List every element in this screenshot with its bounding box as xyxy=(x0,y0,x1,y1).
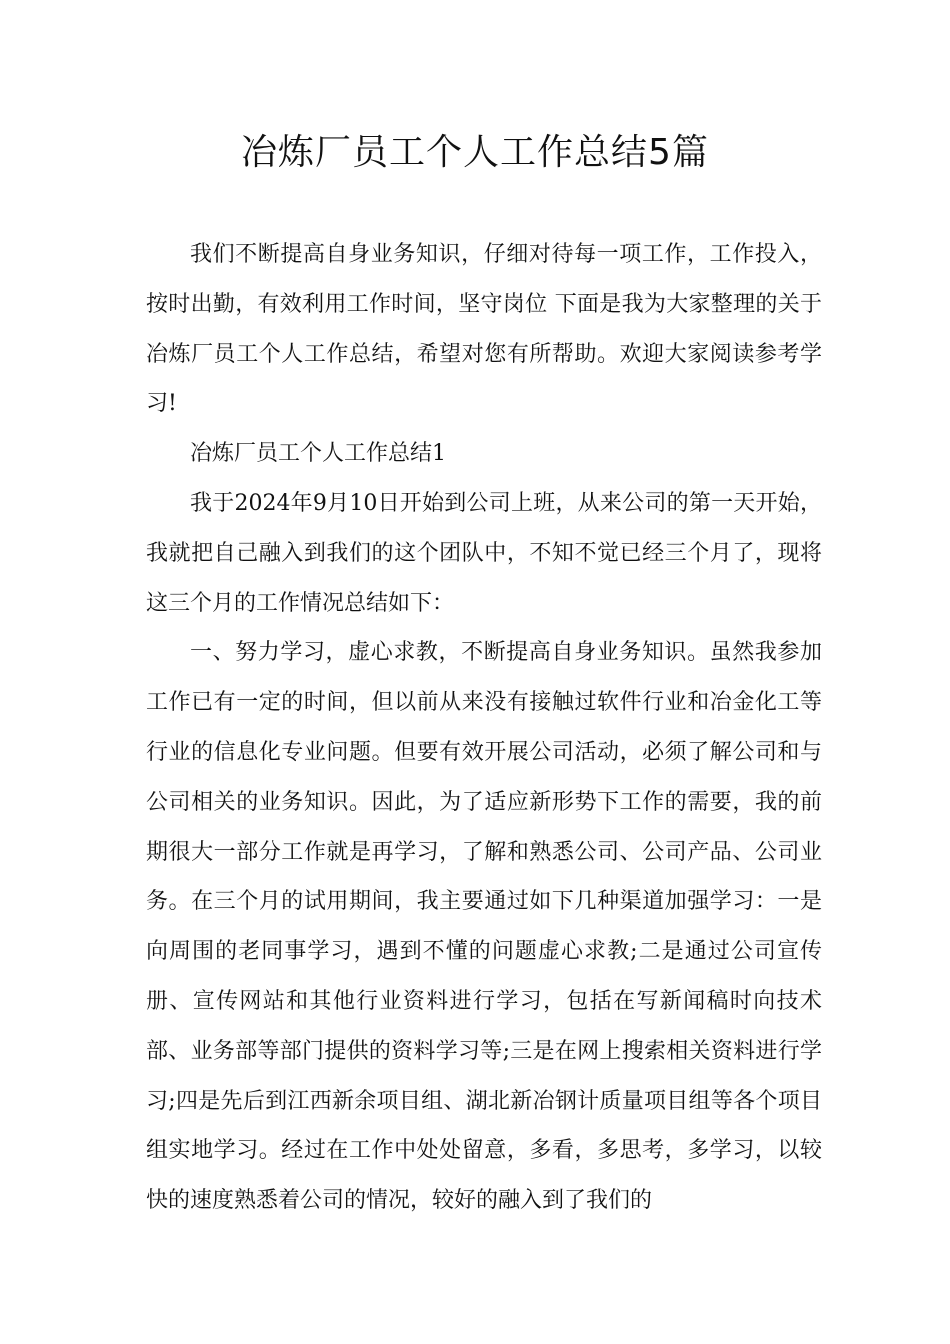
document-body xyxy=(146,230,822,1226)
document-title: 冶炼厂员工个人工作总结5篇 xyxy=(241,132,709,173)
body-paragraph: 我于2024年9月10日开始到公司上班，从来公司的第一天开始，我就把自己融入到我们的这个团队中，不知不觉已经三个月了，现将这三个月的工作情况总结如下： xyxy=(146,490,822,616)
body-paragraph: 一、努力学习，虚心求教，不断提高自身业务知识。虽然我参加工作已有一定的时间，但以前从来没有接触过软件行业和冶金化工等行业的信息化专业问题。但要有效开展公司活动，必须了解公司和与公司相关的业务知识。因此，为了适应新形势下工作的需要，我的前期很大一部分工作就是再学习，了解和熟悉公司、公司产品、公司业务。在三个月的试用期间，我主要通过如下几种渠道加强学习：一是向周围的老同事学习，遇到不懂的问题虚心求教;二是通过公司宣传册、宣传网站和其他行业资料进行学习，包括在写新闻稿时向技术部、业务部等部门提供的资料学习等;三是在网上搜索相关资料进行学习;四是先后到江西新余项目组、湖北新冶钢计质量项目组等各个项目组实地学习。经过在工作中处处留意，多看，多思考，多学习，以较快的速度熟悉着公司的情况，较好的融入到了我们的 xyxy=(146,640,822,1214)
intro-paragraph: 我们不断提高自身业务知识，仔细对待每一项工作，工作投入，按时出勤，有效利用工作时间，坚守岗位 下面是我为大家整理的关于冶炼厂员工个人工作总结，希望对您有所帮助。欢迎大家阅读参考学习! xyxy=(146,242,822,417)
section-heading: 冶炼厂员工个人工作总结1 xyxy=(190,441,446,467)
